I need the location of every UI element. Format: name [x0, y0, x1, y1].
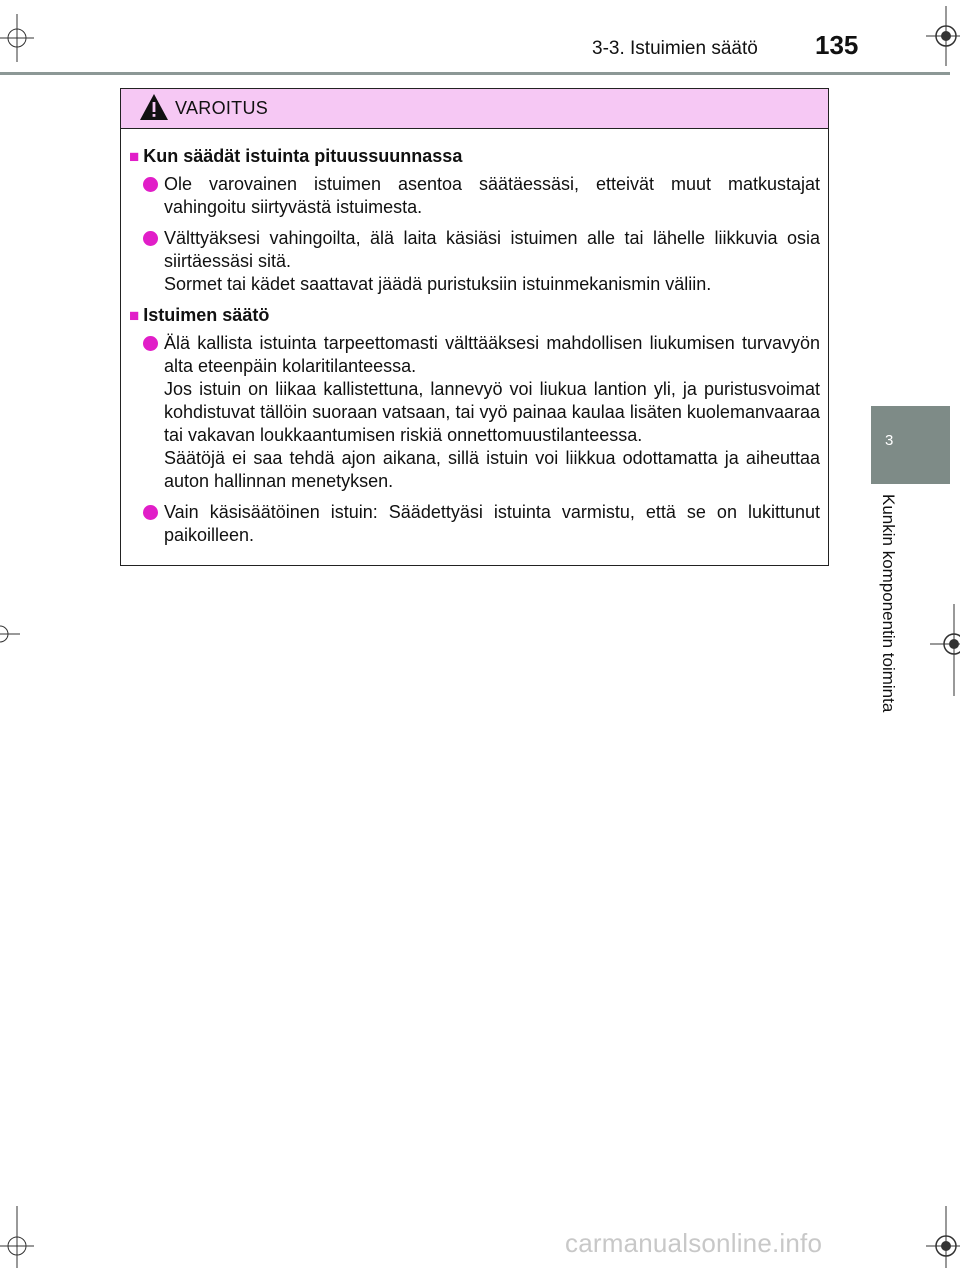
registration-mark-icon — [926, 6, 960, 66]
registration-mark-icon — [930, 604, 960, 696]
square-bullet-icon: ■ — [129, 306, 140, 325]
section-heading — [129, 304, 820, 327]
chapter-tab — [871, 406, 950, 484]
warning-triangle-icon — [139, 92, 169, 122]
list-item-text: Sormet tai kädet saattavat jäädä puristuksiin istuinmekanismin väliin. — [164, 274, 712, 294]
warning-box — [120, 88, 829, 566]
list-item — [129, 173, 820, 219]
section-heading-text: Kun säädät istuinta pituussuunnassa — [143, 146, 463, 166]
watermark: carmanualsonline.info — [565, 1228, 823, 1258]
square-bullet-icon: ■ — [129, 147, 140, 166]
round-bullet-icon — [143, 177, 158, 192]
warning-header — [121, 89, 828, 129]
registration-mark-icon — [0, 1206, 34, 1268]
section-heading-text: Istuimen säätö — [143, 305, 270, 325]
running-header-section: 3-3. Istuimien säätö — [592, 38, 758, 59]
round-bullet-icon — [143, 505, 158, 520]
list-item-text: Välttyäksesi vahingoilta, älä laita käsiäsi istuimen alle tai lähelle liikkuvia osia siirtäessäsi sitä. — [164, 228, 820, 271]
list-item — [129, 227, 820, 296]
list-item-text: Älä kallista istuinta tarpeettomasti välttääksesi mahdollisen liukumisen turvavyön alta eteenpäin kolaritilanteessa. — [164, 333, 820, 376]
list-item-text: Ole varovainen istuimen asentoa säätäessäsi, etteivät muut matkustajat vahingoitu siirtyvästä istuimesta. — [164, 174, 820, 217]
chapter-tab-label: Kunkin komponentin toiminta — [879, 494, 898, 713]
warning-title: VAROITUS — [175, 98, 269, 118]
chapter-tab-number: 3 — [885, 432, 894, 449]
round-bullet-icon — [143, 336, 158, 351]
page-number: 135 — [815, 30, 859, 60]
list-item-text: Säätöjä ei saa tehdä ajon aikana, sillä istuin voi liikkua odottamatta ja aiheuttaa auton hallinnan menetyksen. — [164, 448, 820, 491]
warning-body — [121, 129, 828, 547]
list-item-text: Jos istuin on liikaa kallistettuna, lannevyö voi liukua lantion yli, ja puristusvoimat kohdistuvat tällöin suoraan vatsaan, tai vyö painaa kaulaa lisäten kuolemanvaaraa tai vakavan loukkaantumisen riskiä onnettomuustilanteessa. — [164, 379, 820, 445]
list-item — [129, 501, 820, 547]
registration-mark-icon — [926, 1206, 960, 1268]
list-item-text: Vain käsisäätöinen istuin: Säädettyäsi istuinta varmistu, että se on lukittunut paikoilleen. — [164, 502, 820, 545]
section-heading — [129, 145, 820, 168]
list-item — [129, 332, 820, 493]
header-rule — [0, 72, 950, 75]
registration-mark-icon — [0, 14, 34, 62]
registration-mark-icon — [0, 612, 20, 656]
round-bullet-icon — [143, 231, 158, 246]
